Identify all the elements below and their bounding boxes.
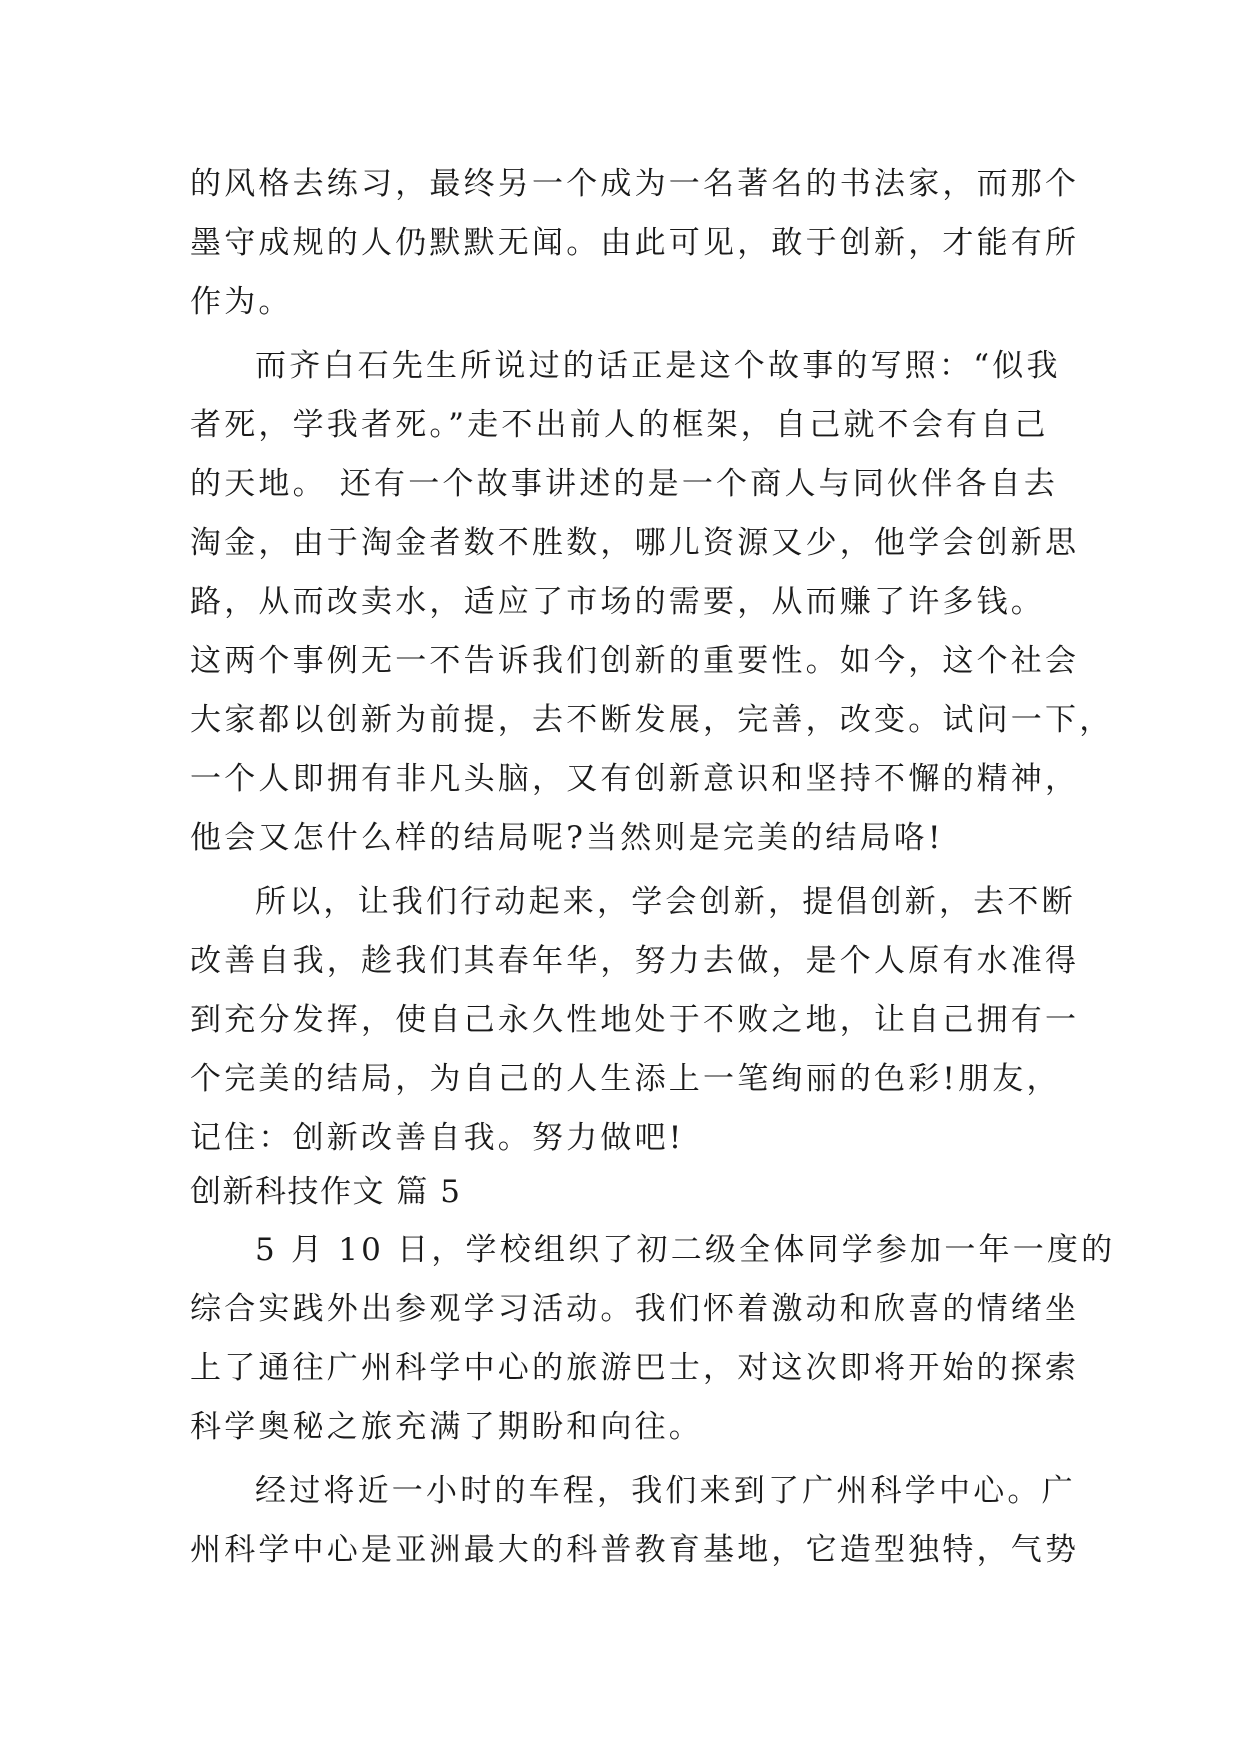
- paragraph-first-line: 经过将近一小时的车程，我们来到了广州科学中心。广: [255, 1473, 1076, 1509]
- text-line: 大家都以创新为前提，去不断发展，完善，改变。试问一下，: [190, 702, 1114, 738]
- text-line: 他会又怎什么样的结局呢?当然则是完美的结局咯!: [190, 820, 944, 856]
- text-line: 的风格去练习，最终另一个成为一名著名的书法家，而那个: [190, 166, 1080, 202]
- text-line: 到充分发挥，使自己永久性地处于不败之地，让自己拥有一: [190, 1002, 1080, 1038]
- text-line: 个完美的结局，为自己的人生添上一笔绚丽的色彩!朋友，: [190, 1061, 1061, 1097]
- text-line: 一个人即拥有非凡头脑，又有创新意识和坚持不懈的精神，: [190, 761, 1080, 797]
- text-line: 墨守成规的人仍默默无闻。由此可见，敢于创新，才能有所: [190, 225, 1080, 261]
- text-line: 者死，学我者死。”走不出前人的框架，自己就不会有自己: [190, 407, 1049, 443]
- text-line: 路，从而改卖水，适应了市场的需要，从而赚了许多钱。: [190, 584, 1045, 620]
- text-line: 州科学中心是亚洲最大的科普教育基地，它造型独特，气势: [190, 1532, 1080, 1568]
- text-line: 上了通往广州科学中心的旅游巴士，对这次即将开始的探索: [190, 1350, 1080, 1386]
- text-line: 改善自我，趁我们其春年华，努力去做，是个人原有水准得: [190, 943, 1080, 979]
- text-line: 淘金，由于淘金者数不胜数，哪儿资源又少，他学会创新思: [190, 525, 1080, 561]
- text-line: 科学奥秘之旅充满了期盼和向往。: [190, 1409, 703, 1445]
- text-line: 综合实践外出参观学习活动。我们怀着激动和欣喜的情绪坐: [190, 1291, 1080, 1327]
- text-line: 作为。: [190, 284, 293, 320]
- text-line: 这两个事例无一不告诉我们创新的重要性。如今，这个社会: [190, 643, 1080, 679]
- section-heading: 创新科技作文 篇 5: [190, 1174, 462, 1210]
- text-line: 记住：创新改善自我。努力做吧!: [190, 1120, 685, 1156]
- paragraph-first-line: 5 月 10 日，学校组织了初二级全体同学参加一年一度的: [255, 1232, 1116, 1268]
- paragraph-first-line: 而齐白石先生所说过的话正是这个故事的写照：“似我: [255, 348, 1061, 384]
- paragraph-first-line: 所以，让我们行动起来，学会创新，提倡创新，去不断: [255, 884, 1076, 920]
- text-line: 的天地。 还有一个故事讲述的是一个商人与同伙伴各自去: [190, 466, 1059, 502]
